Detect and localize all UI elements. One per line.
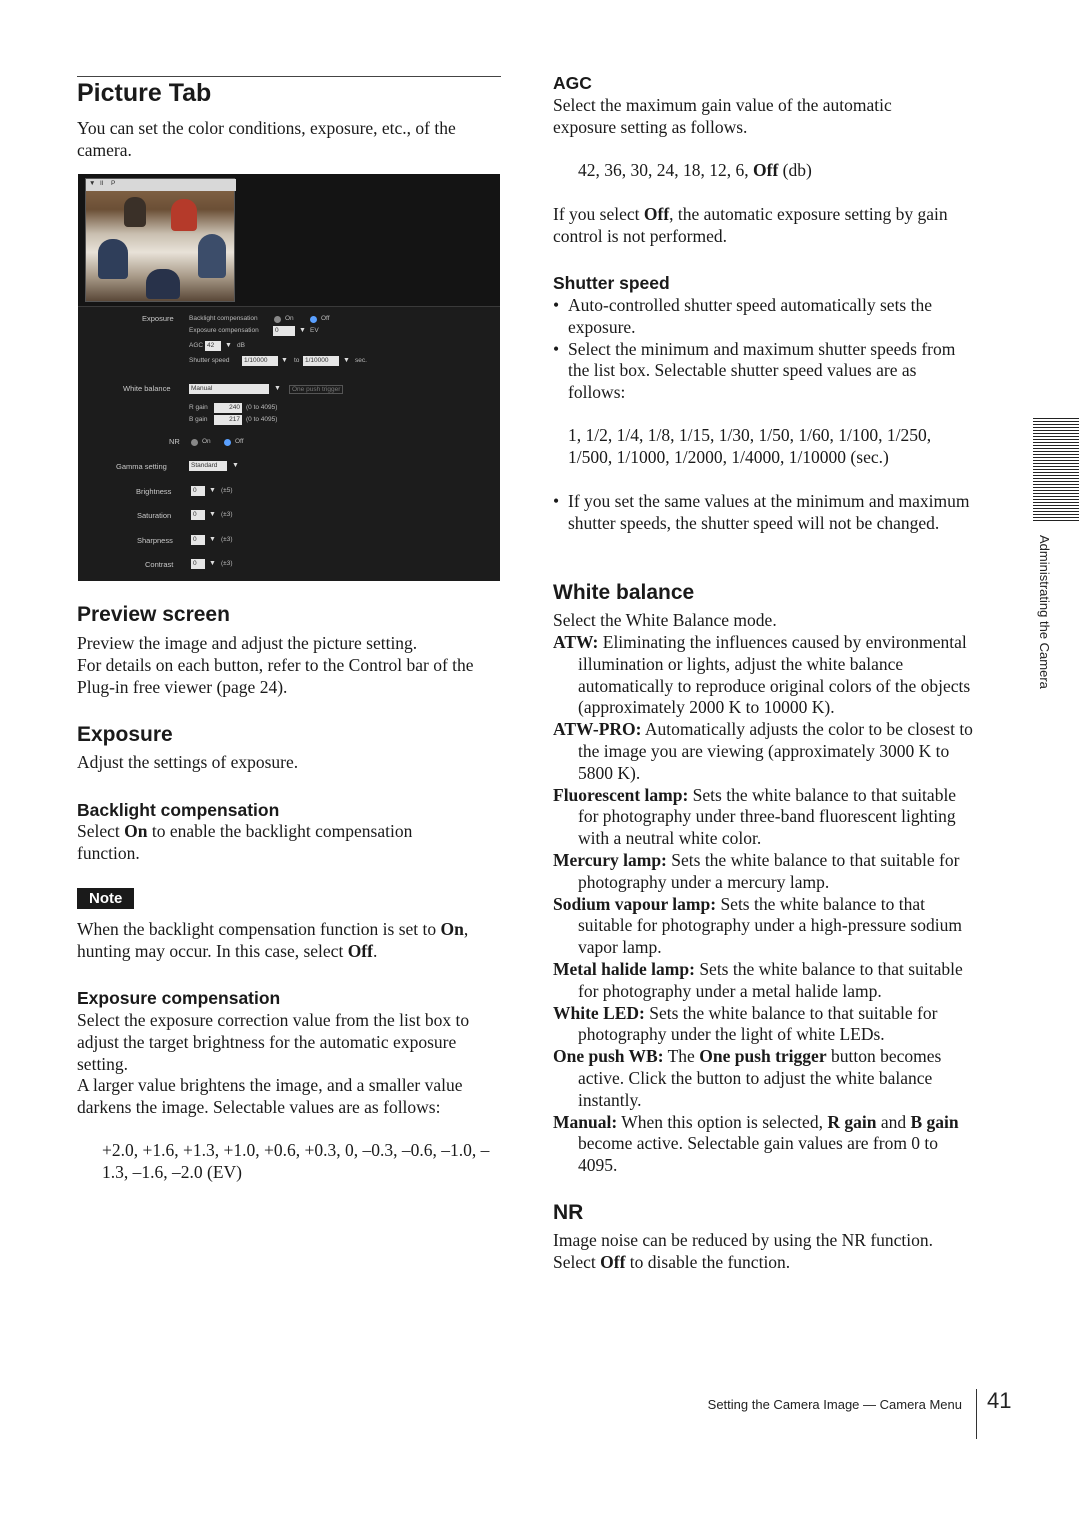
picture-tab-screenshot <box>78 174 500 581</box>
wb-paragraph: Select the White Balance mode. <box>553 610 777 630</box>
stop-icon[interactable]: ▼ <box>89 180 96 187</box>
chevron-down-icon[interactable]: ▼ <box>209 510 216 518</box>
rgain-range: (0 to 4095) <box>246 404 278 411</box>
backlight-label: Backlight compensation <box>189 315 258 322</box>
ev-unit: EV <box>310 327 319 334</box>
nr-label: NR <box>169 437 180 446</box>
rgain-input[interactable]: 240 <box>214 403 242 413</box>
list-item: • Auto-controlled shutter speed automatically sets the exposure. <box>553 295 978 339</box>
contrast-select[interactable]: 0 <box>191 559 205 569</box>
wb-select[interactable]: Manual <box>189 384 269 394</box>
list-item: • Select the minimum and maximum shutter speeds from the list box. Selectable shutter speed values are as follows: <box>553 339 978 404</box>
list-item: • If you set the same values at the minimum and maximum shutter speeds, the shutter speed will not be changed. <box>553 491 978 535</box>
note-badge: Note <box>77 888 134 909</box>
footer-section: Setting the Camera Image — Camera Menu <box>707 1397 962 1412</box>
contrast-label: Contrast <box>145 560 174 569</box>
nr-off-label: Off <box>235 438 244 445</box>
pause-icon[interactable]: II <box>100 180 104 187</box>
footer-divider <box>976 1389 977 1439</box>
list-item: Sodium vapour lamp: Sets the white balance to that suitable for photography under a high-pressure sodium vapor lamp. <box>553 893 962 958</box>
contrast-range: (±3) <box>221 560 233 567</box>
bgain-input[interactable]: 217 <box>214 415 242 425</box>
exposure-paragraph: Adjust the settings of exposure. <box>77 752 299 772</box>
agc-values: 42, 36, 30, 24, 18, 12, 6, Off (db) <box>578 160 812 180</box>
note-paragraph: When the backlight compensation function is set to On, hunting may occur. In this case, select Off. <box>77 919 469 961</box>
nr-on-radio[interactable] <box>191 439 198 446</box>
list-item: ATW-PRO: Automatically adjusts the color to be closest to the image you are viewing (approximately 3000 K to 5800 K). <box>553 719 973 783</box>
backlight-paragraph: Select On to enable the backlight compensation function. <box>77 821 413 863</box>
preview-heading: Preview screen <box>77 603 230 626</box>
one-push-trigger-button[interactable]: One push trigger <box>289 385 343 394</box>
bgain-label: B gain <box>189 416 208 423</box>
preview-paragraph: Preview the image and adjust the picture setting. For details on each button, refer to the Control bar of the Plug-in free viewer (page 24). <box>77 633 474 697</box>
gamma-select[interactable]: Standard <box>189 461 227 471</box>
saturation-label: Saturation <box>137 511 172 520</box>
nr-paragraph: Image noise can be reduced by using the NR function. Select Off to disable the function. <box>553 1230 934 1272</box>
brightness-select[interactable]: 0 <box>191 486 205 496</box>
chevron-down-icon[interactable]: ▼ <box>209 535 216 543</box>
shutter-to-label: to <box>294 357 300 364</box>
expcomp-values: +2.0, +1.6, +1.3, +1.0, +0.6, +0.3, 0, –0.3, –0.6, –1.0, –1.3, –1.6, –2.0 (EV) <box>102 1140 490 1182</box>
gamma-label: Gamma setting <box>116 462 167 471</box>
agc-label: AGC <box>189 342 204 349</box>
expcomp-label: Exposure compensation <box>189 327 259 334</box>
expcomp-heading: Exposure compensation <box>77 988 281 1008</box>
shutter-heading: Shutter speed <box>553 273 670 293</box>
expcomp-select[interactable]: 0 <box>273 326 295 336</box>
backlight-on-label: On <box>285 315 294 322</box>
chevron-down-icon[interactable]: ▼ <box>209 559 216 567</box>
wb-heading: White balance <box>553 581 695 604</box>
wb-label: White balance <box>123 384 171 393</box>
bgain-range: (0 to 4095) <box>246 416 278 423</box>
list-item: One push WB: The One push trigger button becomes active. Click the button to adjust the white balance instantly. <box>553 1046 942 1110</box>
shutter-min-select[interactable]: 1/10000 <box>242 356 278 366</box>
intro-paragraph: You can set the color conditions, exposure, etc., of the camera. <box>77 118 456 160</box>
list-item: Mercury lamp: Sets the white balance to that suitable for photography under a mercury lamp. <box>553 849 960 892</box>
chevron-down-icon[interactable]: ▼ <box>299 326 306 334</box>
sharpness-label: Sharpness <box>137 536 173 545</box>
brightness-range: (±5) <box>221 487 233 494</box>
backlight-off-radio[interactable] <box>310 316 317 323</box>
shutter-bullets <box>553 295 978 404</box>
list-item: ATW: Eliminating the influences caused by environmental illumination or lights, adjust the white balance automatically to reproduce original colors of the objects (approximately 2000 K to 10000 K). <box>553 632 971 718</box>
list-item: Fluorescent lamp: Sets the white balance to that suitable for photography under three-band fluorescent lighting with a neutral white color. <box>553 784 957 849</box>
sharpness-select[interactable]: 0 <box>191 535 205 545</box>
saturation-range: (±3) <box>221 511 233 518</box>
db-unit: dB <box>237 342 245 349</box>
wb-definitions <box>553 632 979 1177</box>
side-tab-marker <box>1033 418 1079 521</box>
capture-icon[interactable]: P <box>111 180 116 187</box>
sharpness-range: (±3) <box>221 536 233 543</box>
agc-off-paragraph: If you select Off, the automatic exposure setting by gain control is not performed. <box>553 204 948 246</box>
rgain-label: R gain <box>189 404 208 411</box>
chevron-down-icon[interactable]: ▼ <box>343 356 350 364</box>
side-tab-label: Administrating the Camera <box>1037 535 1052 689</box>
nr-off-radio[interactable] <box>224 439 231 446</box>
chevron-down-icon[interactable]: ▼ <box>281 356 288 364</box>
backlight-off-label: Off <box>321 315 330 322</box>
chevron-down-icon[interactable]: ▼ <box>209 486 216 494</box>
nr-on-label: On <box>202 438 211 445</box>
shutter-bullets-2 <box>553 491 978 535</box>
page-title: Picture Tab <box>77 79 212 107</box>
brightness-label: Brightness <box>136 487 172 496</box>
agc-heading: AGC <box>553 73 592 93</box>
list-item: Metal halide lamp: Sets the white balance to that suitable for photography under a metal halide lamp. <box>553 958 963 1001</box>
exposure-heading: Exposure <box>77 723 173 746</box>
chevron-down-icon[interactable]: ▼ <box>232 461 239 469</box>
title-rule <box>77 76 501 77</box>
chevron-down-icon[interactable]: ▼ <box>225 341 232 349</box>
shutter-label: Shutter speed <box>189 357 230 364</box>
page-number: 41 <box>987 1388 1012 1413</box>
nr-heading: NR <box>553 1201 584 1224</box>
backlight-heading: Backlight compensation <box>77 800 280 820</box>
expcomp-paragraph: Select the exposure correction value from the list box to adjust the target brightness for the automatic exposure setting. A larger value brightens the image, and a smaller value darkens the image. Selectable values are as follows: <box>77 1010 470 1118</box>
backlight-on-radio[interactable] <box>274 316 281 323</box>
preview-image <box>85 178 235 302</box>
shutter-max-select[interactable]: 1/10000 <box>303 356 339 366</box>
saturation-select[interactable]: 0 <box>191 510 205 520</box>
exposure-label: Exposure <box>142 314 174 323</box>
preview-area <box>78 174 500 306</box>
shutter-values: 1, 1/2, 1/4, 1/8, 1/15, 1/30, 1/50, 1/60, 1/100, 1/250, 1/500, 1/1000, 1/2000, 1/4000, 1/10000 (sec.) <box>568 425 932 467</box>
sec-unit: sec. <box>355 357 367 364</box>
agc-paragraph: Select the maximum gain value of the automatic exposure setting as follows. <box>553 95 892 137</box>
list-item: Manual: When this option is selected, R gain and B gain become active. Selectable gain values are from 0 to 4095. <box>553 1111 959 1176</box>
list-item: White LED: Sets the white balance to that suitable for photography under the light of white LEDs. <box>553 1002 938 1045</box>
chevron-down-icon[interactable]: ▼ <box>274 384 281 392</box>
agc-select[interactable]: 42 <box>205 341 221 351</box>
